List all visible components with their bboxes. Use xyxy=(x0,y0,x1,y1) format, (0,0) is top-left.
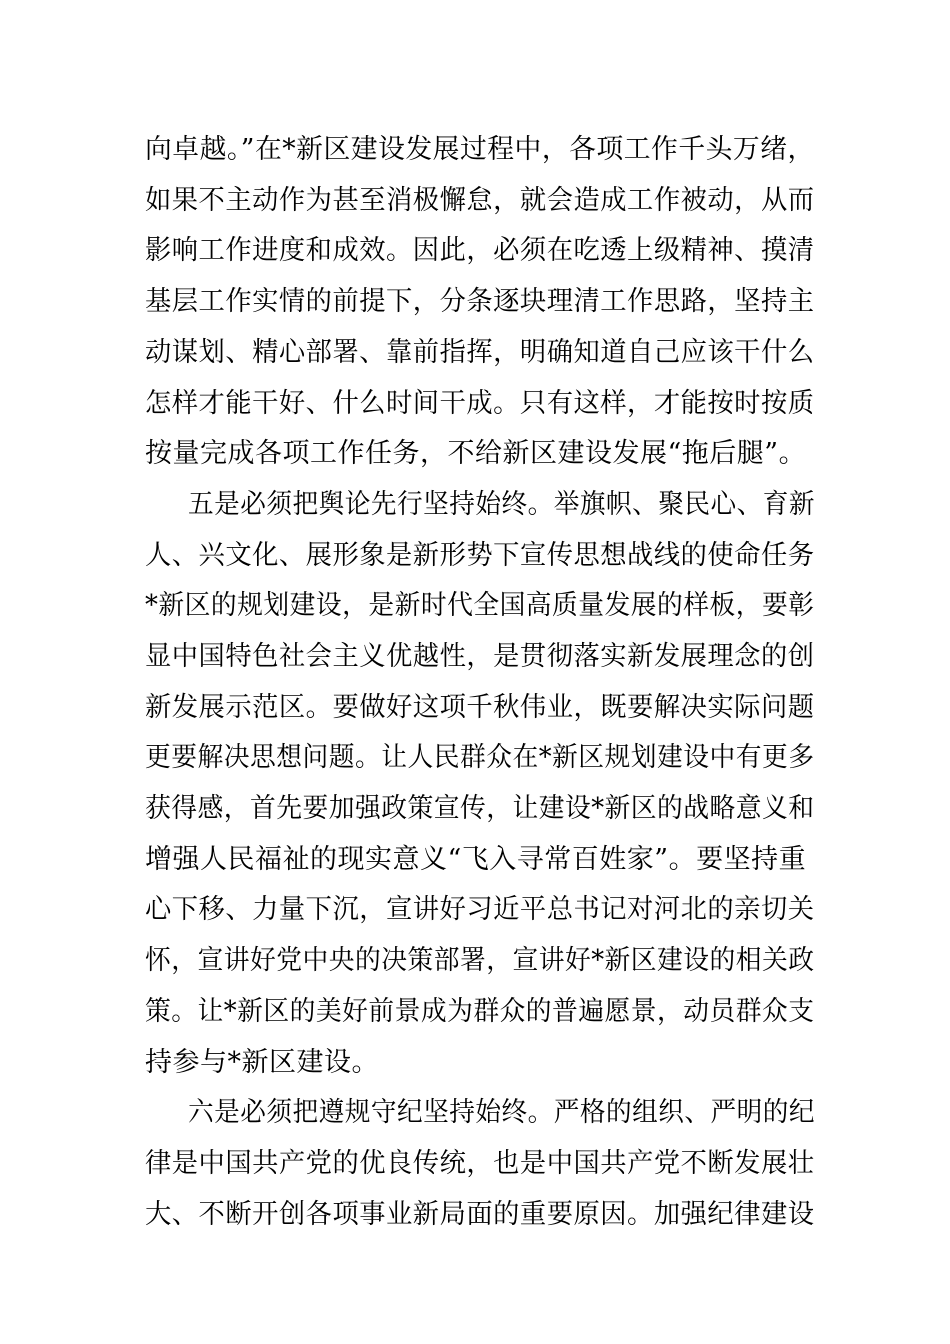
text-line: 心下移、力量下沉，宣讲好习近平总书记对河北的亲切关 xyxy=(145,894,815,925)
text-line: 更要解决思想问题。让人民群众在*新区规划建设中有更多 xyxy=(145,742,815,773)
text-line: 怀，宣讲好党中央的决策部署，宣讲好*新区建设的相关政 xyxy=(145,945,815,976)
text-line: 按量完成各项工作任务，不给新区建设发展“拖后腿”。 xyxy=(145,438,807,469)
text-line: 人、兴文化、展形象是新形势下宣传思想战线的使命任务 xyxy=(145,540,815,571)
text-line: 影响工作进度和成效。因此，必须在吃透上级精神、摸清 xyxy=(145,235,815,266)
text-line: 新发展示范区。要做好这项千秋伟业，既要解决实际问题 xyxy=(145,692,815,723)
text-line: 律是中国共产党的优良传统，也是中国共产党不断发展壮 xyxy=(145,1148,815,1179)
text-line: 如果不主动作为甚至消极懈怠，就会造成工作被动，从而 xyxy=(145,185,815,216)
text-line: 策。让*新区的美好前景成为群众的普遍愿景，动员群众支 xyxy=(145,996,815,1027)
text-line: 显中国特色社会主义优越性，是贯彻落实新发展理念的创 xyxy=(145,641,815,672)
text-line: 动谋划、精心部署、靠前指挥，明确知道自己应该干什么 xyxy=(145,337,815,368)
text-line: 怎样才能干好、什么时间干成。只有这样，才能按时按质 xyxy=(145,388,815,419)
text-line: 向卓越。”在*新区建设发展过程中，各项工作千头万绪， xyxy=(145,134,815,165)
text-line: 基层工作实情的前提下，分条逐块理清工作思路，坚持主 xyxy=(145,286,815,317)
text-line: 持参与*新区建设。 xyxy=(145,1047,379,1078)
text-line: 获得感，首先要加强政策宣传，让建设*新区的战略意义和 xyxy=(145,793,815,824)
paragraph-start-line: 五是必须把舆论先行坚持始终。举旗帜、聚民心、育新 xyxy=(188,489,815,520)
text-line: *新区的规划建设，是新时代全国高质量发展的样板，要彰 xyxy=(145,590,815,621)
paragraph-start-line: 六是必须把遵规守纪坚持始终。严格的组织、严明的纪 xyxy=(188,1097,815,1128)
text-line: 大、不断开创各项事业新局面的重要原因。加强纪律建设 xyxy=(145,1199,815,1230)
text-line: 增强人民福祉的现实意义“飞入寻常百姓家”。要坚持重 xyxy=(145,844,807,875)
